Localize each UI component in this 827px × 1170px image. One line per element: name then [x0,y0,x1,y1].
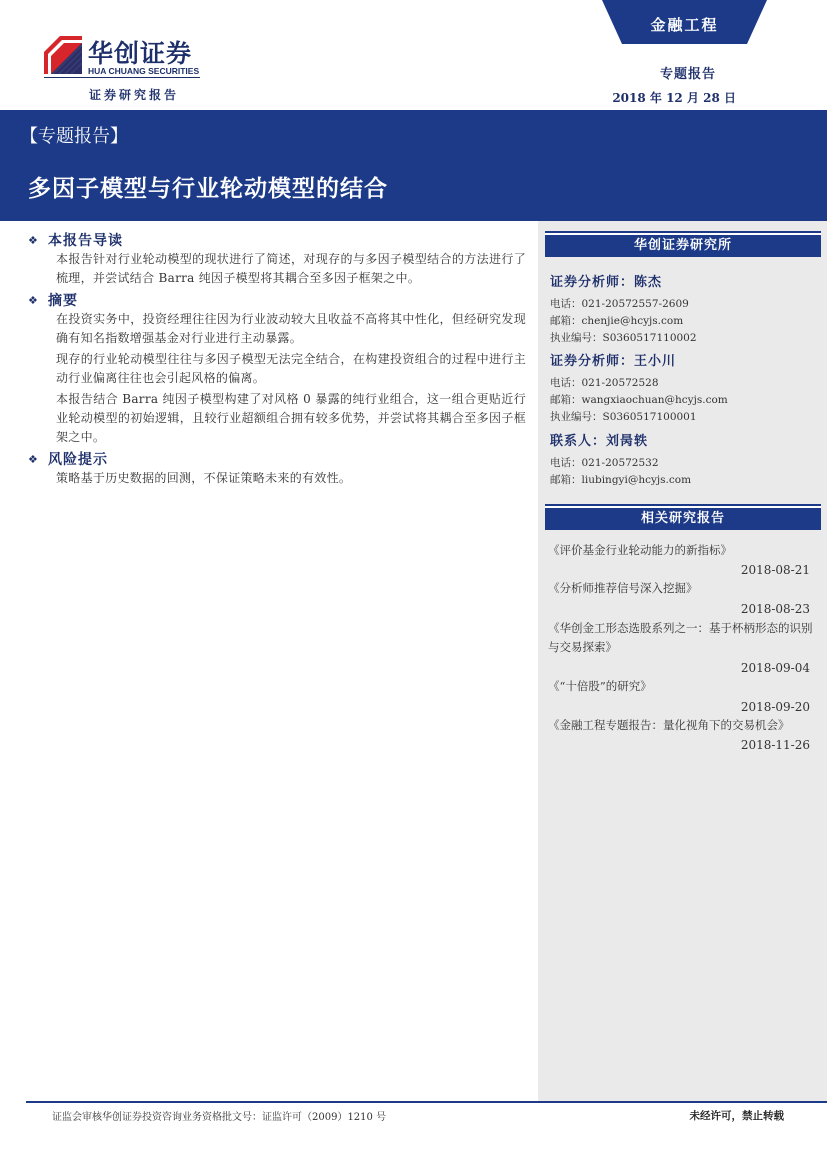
related-report-date: 2018-08-23 [740,602,810,616]
main-content [26,228,526,490]
analyst-license: 执业编号：S0360517100001 [550,411,697,423]
report-title: 多因子模型与行业轮动模型的结合 [28,175,388,202]
sidebar [538,221,827,1101]
logo-mark-icon [44,36,82,74]
department-label: 金融工程 [650,16,719,34]
institute-header: 华创证券研究所 [545,233,821,257]
analyst-phone: 电话：021-20572557-2609 [550,298,689,310]
contact-email[interactable]: 邮箱：liubingyi@hcyjs.com [550,474,692,486]
related-report-date: 2018-08-21 [740,563,810,577]
section-risk [26,449,526,488]
footer-rule [26,1101,827,1103]
banner-label: 【专题报告】 [20,126,128,147]
department-tab [602,0,767,44]
section-paragraph: 本报告针对行业轮动模型的现状进行了简述，对现存的与多因子模型结合的方法进行了梳理，并尝试结合 Barra 纯因子模型将其耦合至多因子框架之中。 [56,252,526,285]
section-header [26,290,526,310]
section-abstract [26,290,526,447]
analyst-phone: 电话：021-20572528 [550,377,659,389]
report-type: 专题报告 [659,67,716,82]
related-report-date: 2018-09-04 [740,661,810,675]
analyst-email[interactable]: 邮箱：wangxiaochuan@hcyjs.com [550,394,728,406]
section-header [26,230,526,250]
related-report-title[interactable]: 《华创金工形态选股系列之一：基于杯柄形态的识别与交易探索》 [548,621,813,654]
logo-underline [44,77,200,78]
contact-phone: 电话：021-20572532 [550,457,659,469]
analyst-email[interactable]: 邮箱：chenjie@hcyjs.com [550,315,684,327]
analyst-license: 执业编号：S0360517110002 [550,332,697,344]
related-report-title[interactable]: 《分析师推荐信号深入挖掘》 [548,581,698,595]
related-report-title[interactable]: 《评价基金行业轮动能力的新指标》 [548,543,732,557]
footer-copyright: 未经许可，禁止转载 [689,1110,784,1122]
title-banner [0,110,827,221]
section-header [26,449,526,469]
report-date: 2018 年 12 月 28 日 [612,91,736,105]
section-paragraph: 在投资实务中，投资经理往往因为行业波动较大且收益不高将其中性化，但经研究发现确有知名指数增强基金对行业进行主动暴露。 [56,312,526,345]
section-paragraph: 本报告结合 Barra 纯因子模型构建了对风格 0 暴露的纯行业组合，这一组合更贴近行业轮动模型的初始逻辑，且较行业超额组合拥有较多优势，并尝试将其耦合至多因子框架之中。 [56,392,526,444]
analyst-name: 证券分析师：王小川 [550,354,677,369]
section-paragraph: 现存的行业轮动模型往往与多因子模型无法完全结合，在构建投资组合的过程中进行主动行业偏离往往也会引起风格的偏离。 [56,352,526,385]
section-title: 风险提示 [48,452,108,468]
logo-english-name: HUA CHUANG SECURITIES [88,66,200,76]
section-title: 本报告导读 [48,233,123,249]
diamond-bullet-icon: ❖ [28,452,38,466]
logo-chinese-name: 华创证券 [88,39,193,68]
analyst-name: 证券分析师：陈杰 [550,275,663,290]
contact-name: 联系人：刘昺轶 [550,434,649,449]
section-paragraph: 策略基于历史数据的回测，不保证策略未来的有效性。 [56,471,352,485]
related-report-date: 2018-09-20 [740,700,810,714]
section-title: 摘要 [48,293,78,309]
section-guide [26,230,526,288]
related-report-date: 2018-11-26 [740,738,810,752]
related-report-title[interactable]: 《“十倍股”的研究》 [548,679,652,693]
diamond-bullet-icon: ❖ [28,233,38,247]
related-report-title[interactable]: 《金融工程专题报告：量化视角下的交易机会》 [548,718,790,732]
diamond-bullet-icon: ❖ [28,293,38,307]
report-category: 证券研究报告 [89,88,180,102]
footer-license: 证监会审核华创证券投资咨询业务资格批文号：证监许可（2009）1210 号 [52,1112,387,1123]
company-logo [44,34,204,84]
related-reports-header: 相关研究报告 [545,506,821,530]
